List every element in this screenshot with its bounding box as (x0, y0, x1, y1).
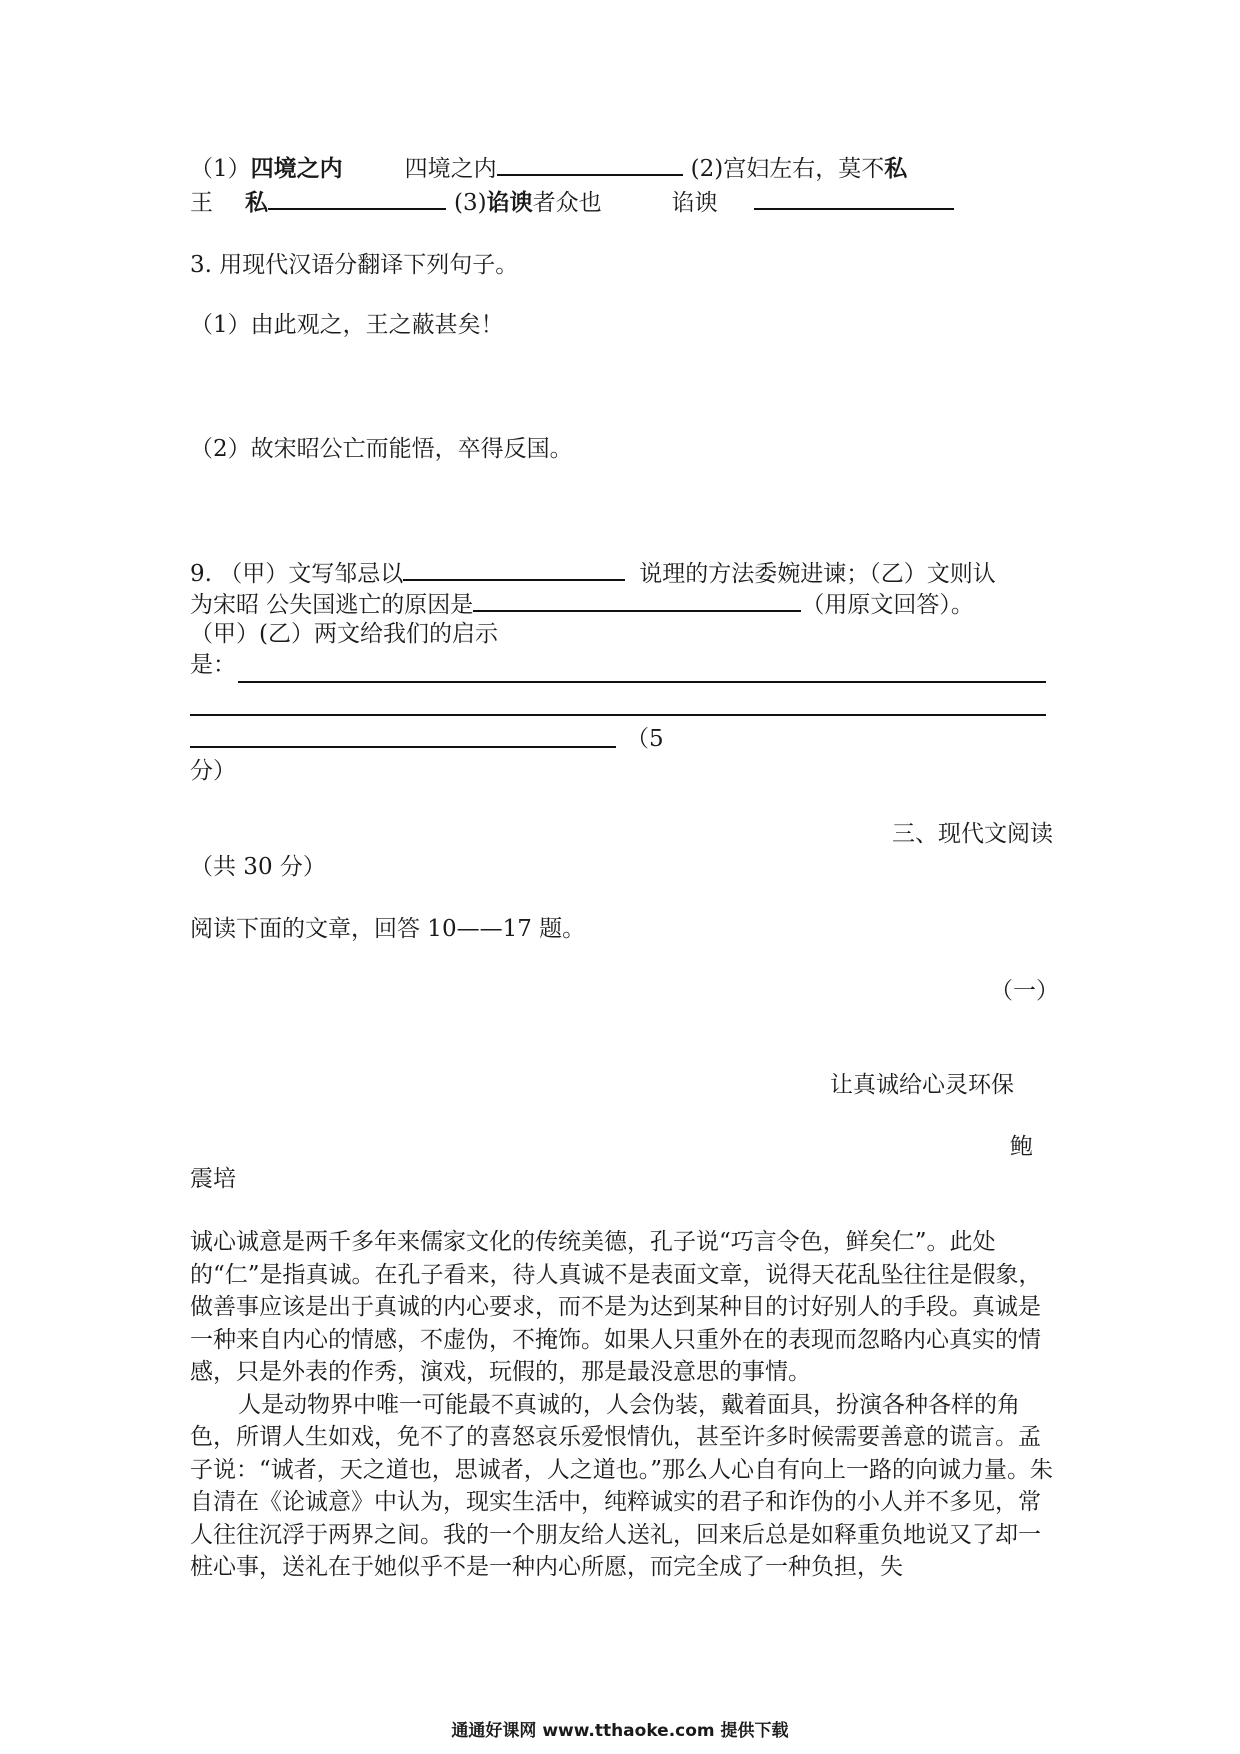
q9-blank-2[interactable] (473, 588, 801, 612)
q2-p2-gloss-label: 私 (245, 189, 268, 216)
q2-p3-blank[interactable] (754, 186, 954, 210)
section-instruction: 阅读下面的文章，回答 10——17 题。 (190, 916, 586, 942)
q2-p1-word: 四境之内 (250, 155, 343, 182)
article-author-a: 鲍 (1010, 1134, 1033, 1160)
q2-p2-blank[interactable] (268, 186, 446, 210)
q2-p3-gloss-label: 谄谀 (671, 190, 718, 216)
q9-text-c: 为宋昭 公失国逃亡的原因是 (190, 592, 474, 618)
q9-blank-1[interactable] (403, 557, 625, 581)
q9-answer-line-3[interactable] (190, 746, 616, 748)
q3-heading: 3. 用现代汉语分翻译下列句子。 (190, 252, 519, 278)
article-author-b: 震培 (190, 1166, 236, 1192)
q9-answer-line-2[interactable] (190, 714, 1046, 716)
q2-p1-blank[interactable] (497, 152, 683, 176)
q9-score-b: 分） (190, 758, 236, 784)
section-title: 三、现代文阅读 (892, 821, 1053, 847)
q3-sentence-2: （2）故宋昭公亡而能悟，卒得反国。 (190, 436, 573, 462)
q9-answer-line-1[interactable] (238, 681, 1046, 683)
q9-line-1 (190, 557, 996, 589)
section-score: （共 30 分） (190, 854, 326, 880)
q2-line-1 (190, 152, 907, 184)
q9-text-b: 说理的方法委婉进谏；（乙）文则认 (639, 561, 996, 587)
q2-p3-rest: 者众也 (532, 190, 602, 216)
q2-p2-word: 私 (884, 155, 908, 182)
page-footer: 通通好课网 www.tthaoke.com 提供下载 (451, 1721, 789, 1741)
q9-line-4: 是： (190, 652, 236, 678)
q9-line-2 (190, 588, 974, 620)
q2-line-2 (190, 186, 954, 218)
q2-p1-gloss-label: 四境之内 (404, 156, 497, 182)
q2-p2-label: (2)宫妇左右，莫不 (690, 156, 885, 182)
q9-text-a: 9. （甲）文写邹忌以 (190, 561, 404, 587)
q2-p1-label: （1） (190, 156, 251, 182)
q2-p3-word: 谄谀 (486, 189, 533, 216)
article-paragraph-1: 诚心诚意是两千多年来儒家文化的传统美德，孔子说“巧言令色，鲜矣仁”。此处的“仁”是指真诚。在孔子看来，待人真诚不是表面文章，说得天花乱坠往往是假象，做善事应该是出于真诚的内心要求，而不是为达到某种目的讨好别人的手段。真诚是一种来自内心的情感，不虚伪，不掩饰。如果人只重外在的表现而忽略内心真实的情感，只是外表的作秀，演戏，玩假的，那是最没意思的事情。 (190, 1229, 1042, 1385)
article-paragraph-2: 人是动物界中唯一可能最不真诚的，人会伪装，戴着面具，扮演各种各样的角色，所谓人生如戏，免不了的喜怒哀乐爱恨情仇，甚至许多时候需要善意的谎言。孟子说：“诚者，天之道也，思诚者，人之道也。”那么人心自有向上一路的向诚力量。朱自清在《论诚意》中认为，现实生活中，纯粹诚实的君子和诈伪的小人并不多见，常人往往沉浮于两界之间。我的一个朋友给人送礼，回来后总是如释重负地说又了却一桩心事，送礼在于她似乎不是一种内心所愿，而完全成了一种负担，失 (190, 1391, 1054, 1580)
q2-p3-label: (3) (454, 190, 487, 216)
article-title: 让真诚给心灵环保 (830, 1072, 1014, 1098)
q3-sentence-1: （1）由此观之，王之蔽甚矣！ (190, 312, 504, 338)
q9-text-d: （用原文回答）。 (801, 592, 974, 618)
q9-line-3: （甲）(乙）两文给我们的启示 (190, 621, 498, 647)
q9-score-a: （5 (626, 726, 664, 752)
part-label: （一） (990, 978, 1059, 1004)
q2-line2-start: 王 (190, 190, 213, 216)
article-body (190, 1226, 1060, 1584)
